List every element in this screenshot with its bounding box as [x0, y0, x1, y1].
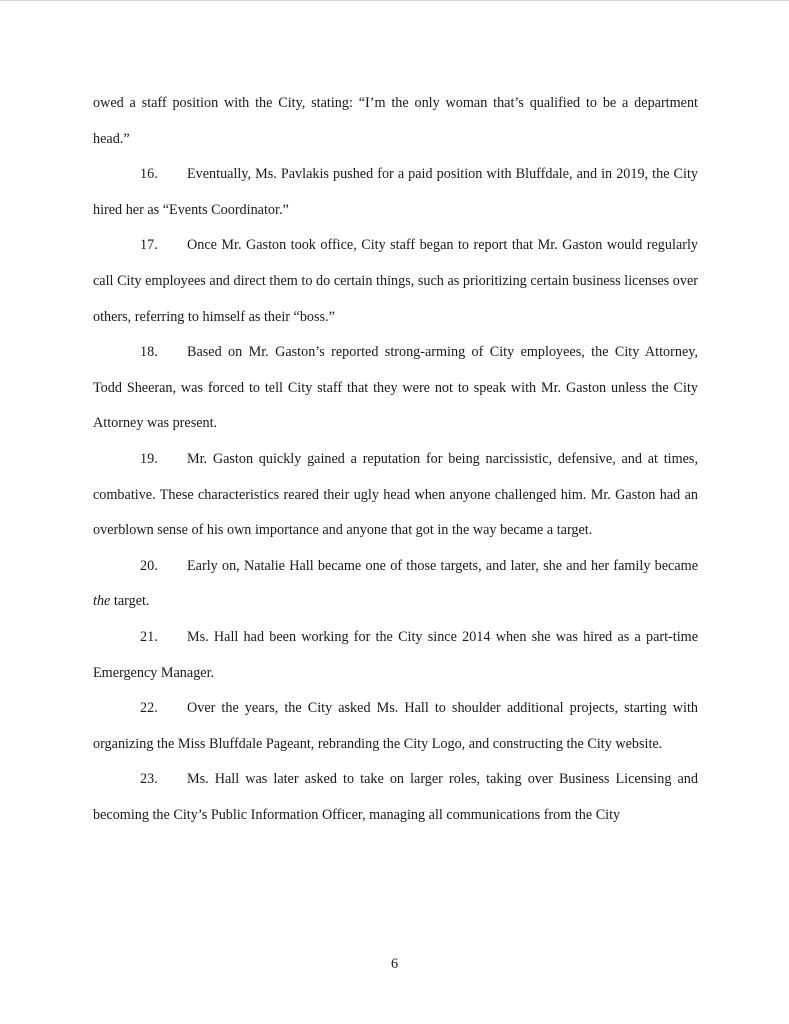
paragraph-continued: [93, 86, 698, 157]
top-divider: [0, 0, 789, 1]
paragraph-20: [93, 549, 698, 620]
paragraph-number: 17.: [140, 237, 158, 254]
paragraph-text-end: target.: [110, 593, 150, 610]
paragraph-number: 19.: [140, 450, 158, 467]
paragraph-text: Based on Mr. Gaston’s reported strong-arming of City employees, the City Attorney, Todd Sheeran, was forced to tell City staff that they were not to speak with Mr. Gaston unless the City Attorney was present.: [93, 344, 698, 432]
paragraph-22: [93, 691, 698, 762]
paragraph-18: [93, 335, 698, 442]
page-number: 6: [390, 956, 399, 972]
paragraph-number: 20.: [140, 557, 158, 574]
paragraph-text: Mr. Gaston quickly gained a reputation for being narcissistic, defensive, and at times, combative. These characteristics reared their ugly head when anyone challenged him. Mr. Gaston had an overblown sense of his own importance and anyone that got in the way became a target.: [93, 450, 698, 539]
paragraph-text: Ms. Hall had been working for the City since 2014 when she was hired as a part-time Emergency Manager.: [93, 628, 698, 681]
paragraph-number: 23.: [140, 771, 158, 788]
paragraph-23: [93, 762, 698, 833]
paragraph-number: 16.: [140, 166, 158, 183]
paragraph-19: [93, 442, 698, 549]
paragraph-text: Eventually, Ms. Pavlakis pushed for a paid position with Bluffdale, and in 2019, the City hired her as “Events Coordinator.”: [93, 166, 698, 218]
paragraph-number: 22.: [140, 700, 158, 717]
paragraph-text: Early on, Natalie Hall became one of those targets, and later, she and her family became: [187, 557, 698, 574]
paragraph-16: [93, 157, 698, 228]
paragraph-text: Ms. Hall was later asked to take on larger roles, taking over Business Licensing and becoming the City’s Public Information Officer, managing all communications from the City: [93, 771, 698, 823]
document-body: [93, 86, 698, 833]
paragraph-number: 21.: [140, 628, 158, 645]
paragraph-italic-text: the: [93, 593, 111, 610]
paragraph-text: Over the years, the City asked Ms. Hall to shoulder additional projects, starting with organizing the Miss Bluffdale Pageant, rebranding the City Logo, and constructing the City website.: [93, 700, 698, 752]
paragraph-text: Once Mr. Gaston took office, City staff began to report that Mr. Gaston would regularly call City employees and direct them to do certain things, such as prioritizing certain business licenses over others, referring to himself as their “boss.”: [93, 237, 698, 325]
paragraph-21: [93, 620, 698, 691]
paragraph-number: 18.: [140, 344, 158, 361]
paragraph-text: owed a staff position with the City, stating: “I’m the only woman that’s qualified to be a department head.”: [93, 95, 698, 147]
paragraph-17: [93, 228, 698, 335]
